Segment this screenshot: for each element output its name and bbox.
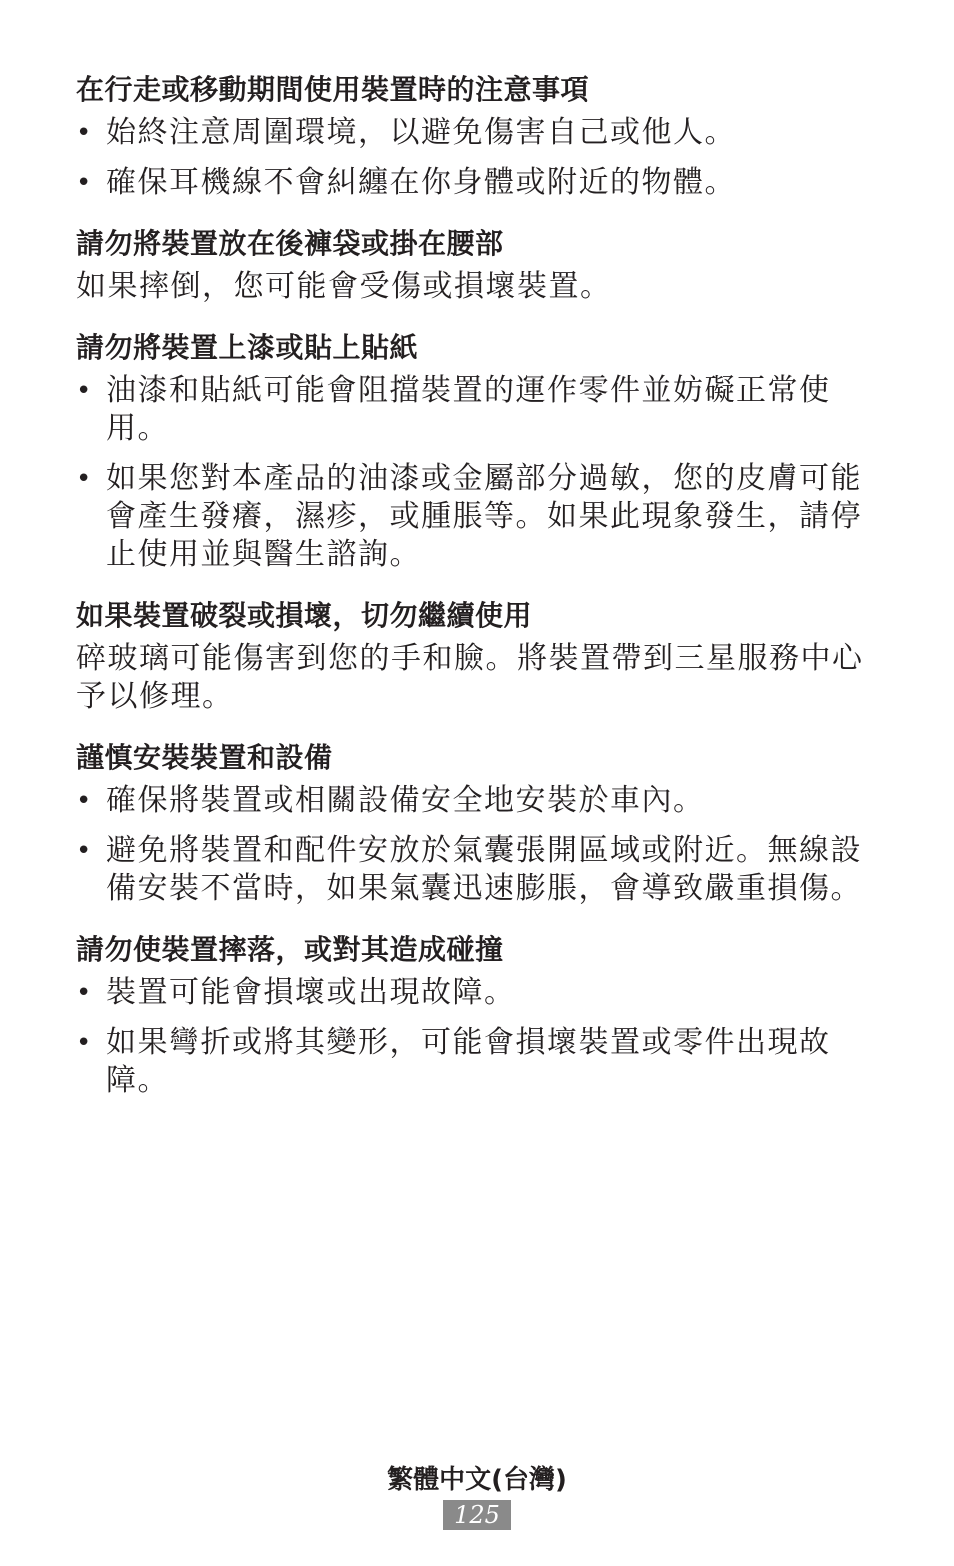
list-item xyxy=(76,782,866,820)
list-item-text: 避免將裝置和配件安放於氣囊張開區域或附近。無線設備安裝不當時，如果氣囊迅速膨脹，會導致嚴重損傷。 xyxy=(106,833,862,906)
section-back-pocket xyxy=(76,224,866,306)
bullet-list xyxy=(76,114,866,202)
section-title: 請勿將裝置放在後褲袋或掛在腰部 xyxy=(76,227,504,260)
footer-language: 繁體中文(台灣) xyxy=(387,1465,567,1495)
bullet-icon: • xyxy=(76,836,93,866)
section-cracked-device xyxy=(76,596,866,716)
bullet-list xyxy=(76,782,866,908)
list-item xyxy=(76,372,866,448)
bullet-icon: • xyxy=(76,978,93,1008)
section-title: 如果裝置破裂或損壞，切勿繼續使用 xyxy=(76,599,533,632)
section-title: 在行走或移動期間使用裝置時的注意事項 xyxy=(76,73,590,106)
section-install-carefully xyxy=(76,738,866,908)
section-title: 謹慎安裝裝置和設備 xyxy=(76,741,333,774)
list-item-text: 確保耳機線不會糾纏在你身體或附近的物體。 xyxy=(106,165,736,200)
list-item-text: 如果彎折或將其變形，可能會損壞裝置或零件出現故障。 xyxy=(106,1025,831,1098)
bullet-list xyxy=(76,974,866,1100)
list-item xyxy=(76,1024,866,1100)
section-paragraph: 碎玻璃可能傷害到您的手和臉。將裝置帶到三星服務中心予以修理。 xyxy=(76,641,864,714)
section-drop-impact xyxy=(76,930,866,1100)
section-title: 請勿將裝置上漆或貼上貼紙 xyxy=(76,331,419,364)
section-paragraph: 如果摔倒，您可能會受傷或損壞裝置。 xyxy=(76,269,612,304)
list-item xyxy=(76,114,866,152)
list-item-text: 如果您對本產品的油漆或金屬部分過敏，您的皮膚可能會產生發癢，濕疹，或腫脹等。如果此現象發生，請停止使用並與醫生諮詢。 xyxy=(106,461,862,572)
list-item-text: 確保將裝置或相關設備安全地安裝於車內。 xyxy=(106,783,705,818)
document-body xyxy=(76,70,866,1100)
list-item xyxy=(76,974,866,1012)
page-footer xyxy=(0,1462,954,1530)
list-item xyxy=(76,832,866,908)
bullet-list xyxy=(76,372,866,574)
bullet-icon: • xyxy=(76,1028,93,1058)
bullet-icon: • xyxy=(76,464,93,494)
bullet-icon: • xyxy=(76,168,93,198)
bullet-icon: • xyxy=(76,376,93,406)
list-item xyxy=(76,164,866,202)
section-paint-stickers xyxy=(76,328,866,574)
list-item-text: 裝置可能會損壞或出現故障。 xyxy=(106,975,516,1010)
bullet-icon: • xyxy=(76,118,93,148)
list-item xyxy=(76,460,866,574)
section-title: 請勿使裝置摔落，或對其造成碰撞 xyxy=(76,933,504,966)
page-number: 125 xyxy=(443,1500,511,1530)
bullet-icon: • xyxy=(76,786,93,816)
list-item-text: 始終注意周圍環境，以避免傷害自己或他人。 xyxy=(106,115,736,150)
list-item-text: 油漆和貼紙可能會阻擋裝置的運作零件並妨礙正常使用。 xyxy=(106,373,831,446)
section-walking-precautions xyxy=(76,70,866,202)
